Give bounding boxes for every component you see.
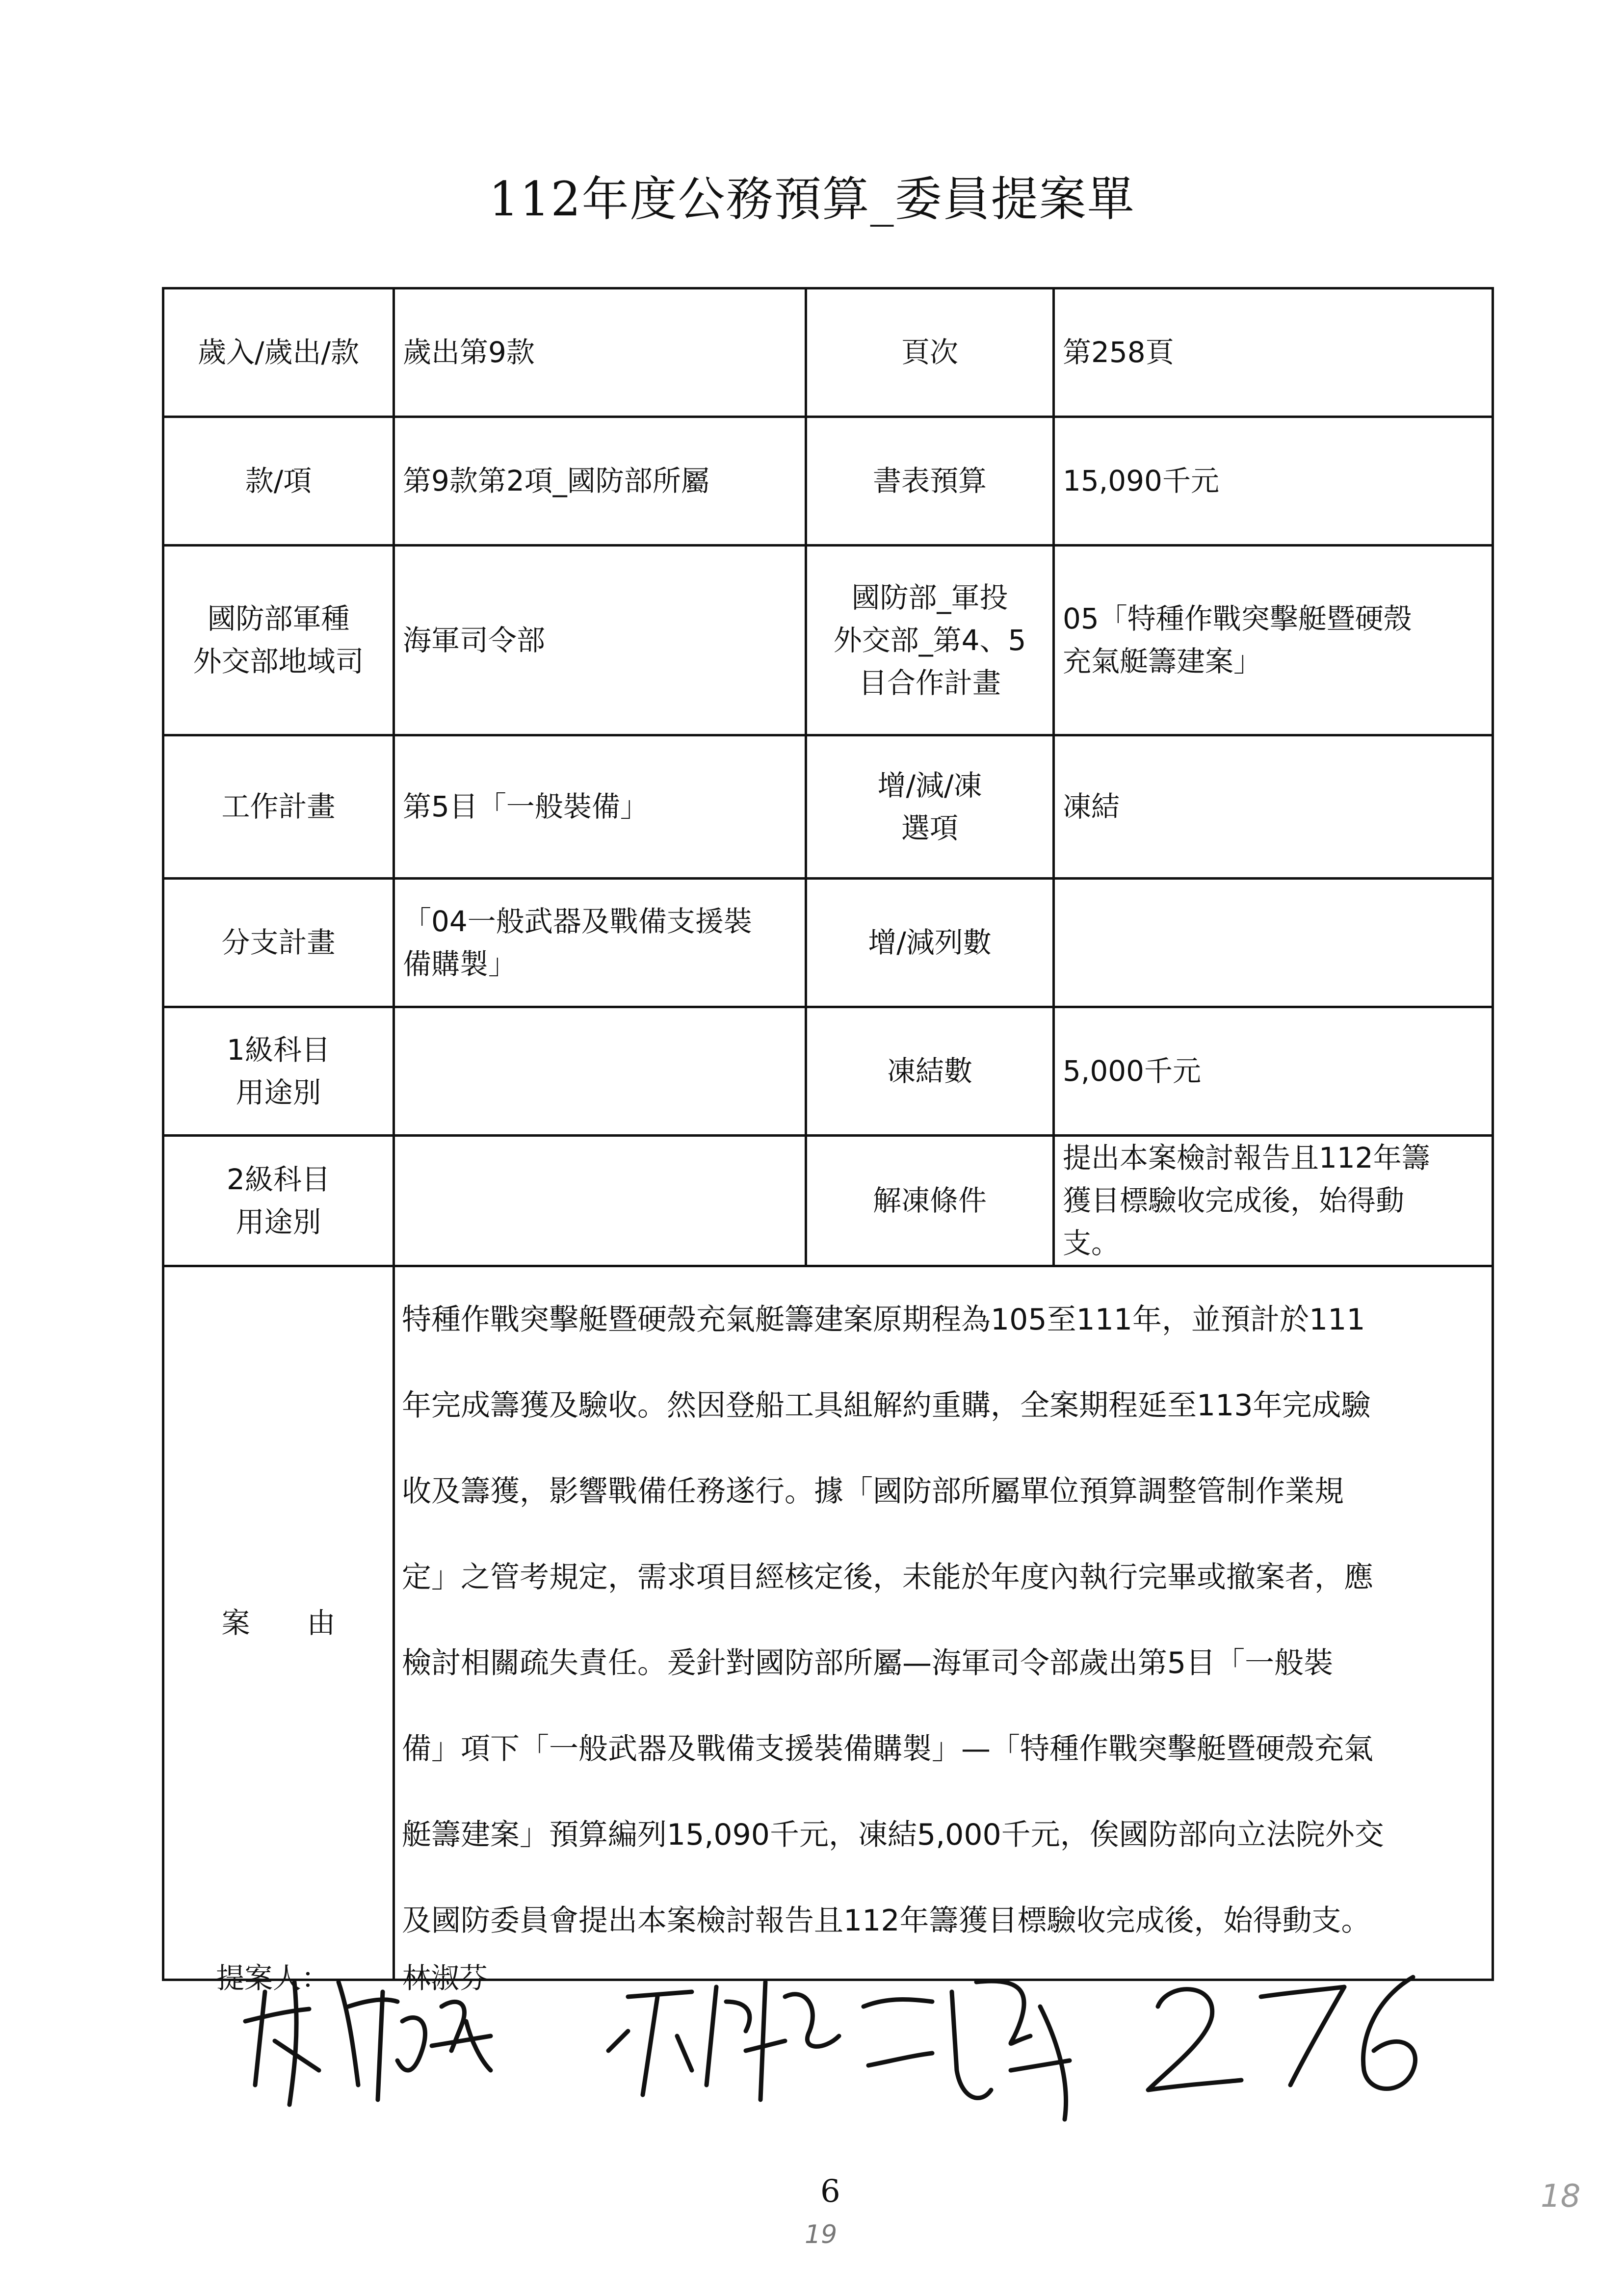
proposer-label: 提案人：	[216, 1961, 330, 1995]
reason-line: 備」項下「一般武器及戰備支援裝備購製」—「特種作戰突擊艇暨硬殼充氣	[402, 1732, 1373, 1766]
value-unfreeze-condition: 提出本案檢討報告且112年籌 獲目標驗收完成後，始得動 支。	[1054, 1136, 1493, 1266]
label-unfreeze-condition: 解凍條件	[806, 1136, 1054, 1266]
row-section-item	[163, 417, 1493, 546]
value-section-item: 第9款第2項_國防部所屬	[394, 417, 806, 546]
proposal-form-table	[162, 287, 1494, 1981]
value-page: 第258頁	[1054, 288, 1493, 417]
label-page: 頁次	[806, 288, 1054, 417]
reason-line: 及國防委員會提出本案檢討報告且112年籌獲目標驗收完成後，始得動支。	[402, 1904, 1371, 1938]
value-book-budget: 15,090千元	[1054, 417, 1493, 546]
value-level1-subject	[394, 1007, 806, 1136]
reason-text	[394, 1266, 1493, 1980]
label-military-branch: 國防部軍種 外交部地域司	[163, 546, 394, 735]
proposer-name: 林淑芬	[402, 1961, 488, 1995]
label-section-item: 款/項	[163, 417, 394, 546]
value-budget-category: 歲出第9款	[394, 288, 806, 417]
value-military-branch: 海軍司令部	[394, 546, 806, 735]
row-work-plan	[163, 735, 1493, 879]
row-reason	[163, 1266, 1493, 1980]
row-sub-plan	[163, 879, 1493, 1007]
label-budget-category: 歲入/歲出/款	[163, 288, 394, 417]
value-cooperation-plan: 05「特種作戰突擊艇暨硬殼 充氣艇籌建案」	[1054, 546, 1493, 735]
label-level1-subject: 1級科目 用途別	[163, 1007, 394, 1136]
document-title: 112年度公務預算_委員提案單	[489, 172, 1135, 227]
row-military-branch	[163, 546, 1493, 735]
label-adjust-amount: 增/減列數	[806, 879, 1054, 1007]
page-handwritten-note: 19	[805, 2220, 838, 2249]
reason-line: 檢討相關疏失責任。爰針對國防部所屬—海軍司令部歲出第5目「一般裝	[402, 1646, 1334, 1680]
reason-line: 年完成籌獲及驗收。然因登船工具組解約重購，全案期程延至113年完成驗	[402, 1388, 1371, 1423]
label-cooperation-plan: 國防部_軍投 外交部_第4、5 目合作計畫	[806, 546, 1054, 735]
row-level1-subject	[163, 1007, 1493, 1136]
row-level2-subject	[163, 1136, 1493, 1266]
label-adjust-option: 增/減/凍 選項	[806, 735, 1054, 879]
value-work-plan: 第5目「一般裝備」	[394, 735, 806, 879]
label-work-plan: 工作計畫	[163, 735, 394, 879]
value-adjust-option: 凍結	[1054, 735, 1493, 879]
label-freeze-amount: 凍結數	[806, 1007, 1054, 1136]
corner-page-number: 18	[1541, 2178, 1581, 2215]
reason-line: 特種作戰突擊艇暨硬殼充氣艇籌建案原期程為105至111年，並預計於111	[402, 1303, 1365, 1337]
value-level2-subject	[394, 1136, 806, 1266]
label-sub-plan: 分支計畫	[163, 879, 394, 1007]
row-budget-category	[163, 288, 1493, 417]
page-number: 6	[820, 2173, 840, 2210]
value-freeze-amount: 5,000千元	[1054, 1007, 1493, 1136]
label-book-budget: 書表預算	[806, 417, 1054, 546]
value-adjust-amount	[1054, 879, 1493, 1007]
reason-line: 定」之管考規定，需求項目經核定後，未能於年度內執行完畢或撤案者，應	[402, 1560, 1373, 1594]
value-sub-plan: 「04一般武器及戰備支援裝 備購製」	[394, 879, 806, 1007]
label-reason: 案 由	[163, 1266, 394, 1980]
reason-line: 艇籌建案」預算編列15,090千元，凍結5,000千元，俟國防部向立法院外交	[402, 1818, 1384, 1852]
label-level2-subject: 2級科目 用途別	[163, 1136, 394, 1266]
reason-line: 收及籌獲，影響戰備任務遂行。據「國防部所屬單位預算調整管制作業規	[402, 1474, 1344, 1509]
handwritten-signatures	[236, 1923, 1560, 2134]
